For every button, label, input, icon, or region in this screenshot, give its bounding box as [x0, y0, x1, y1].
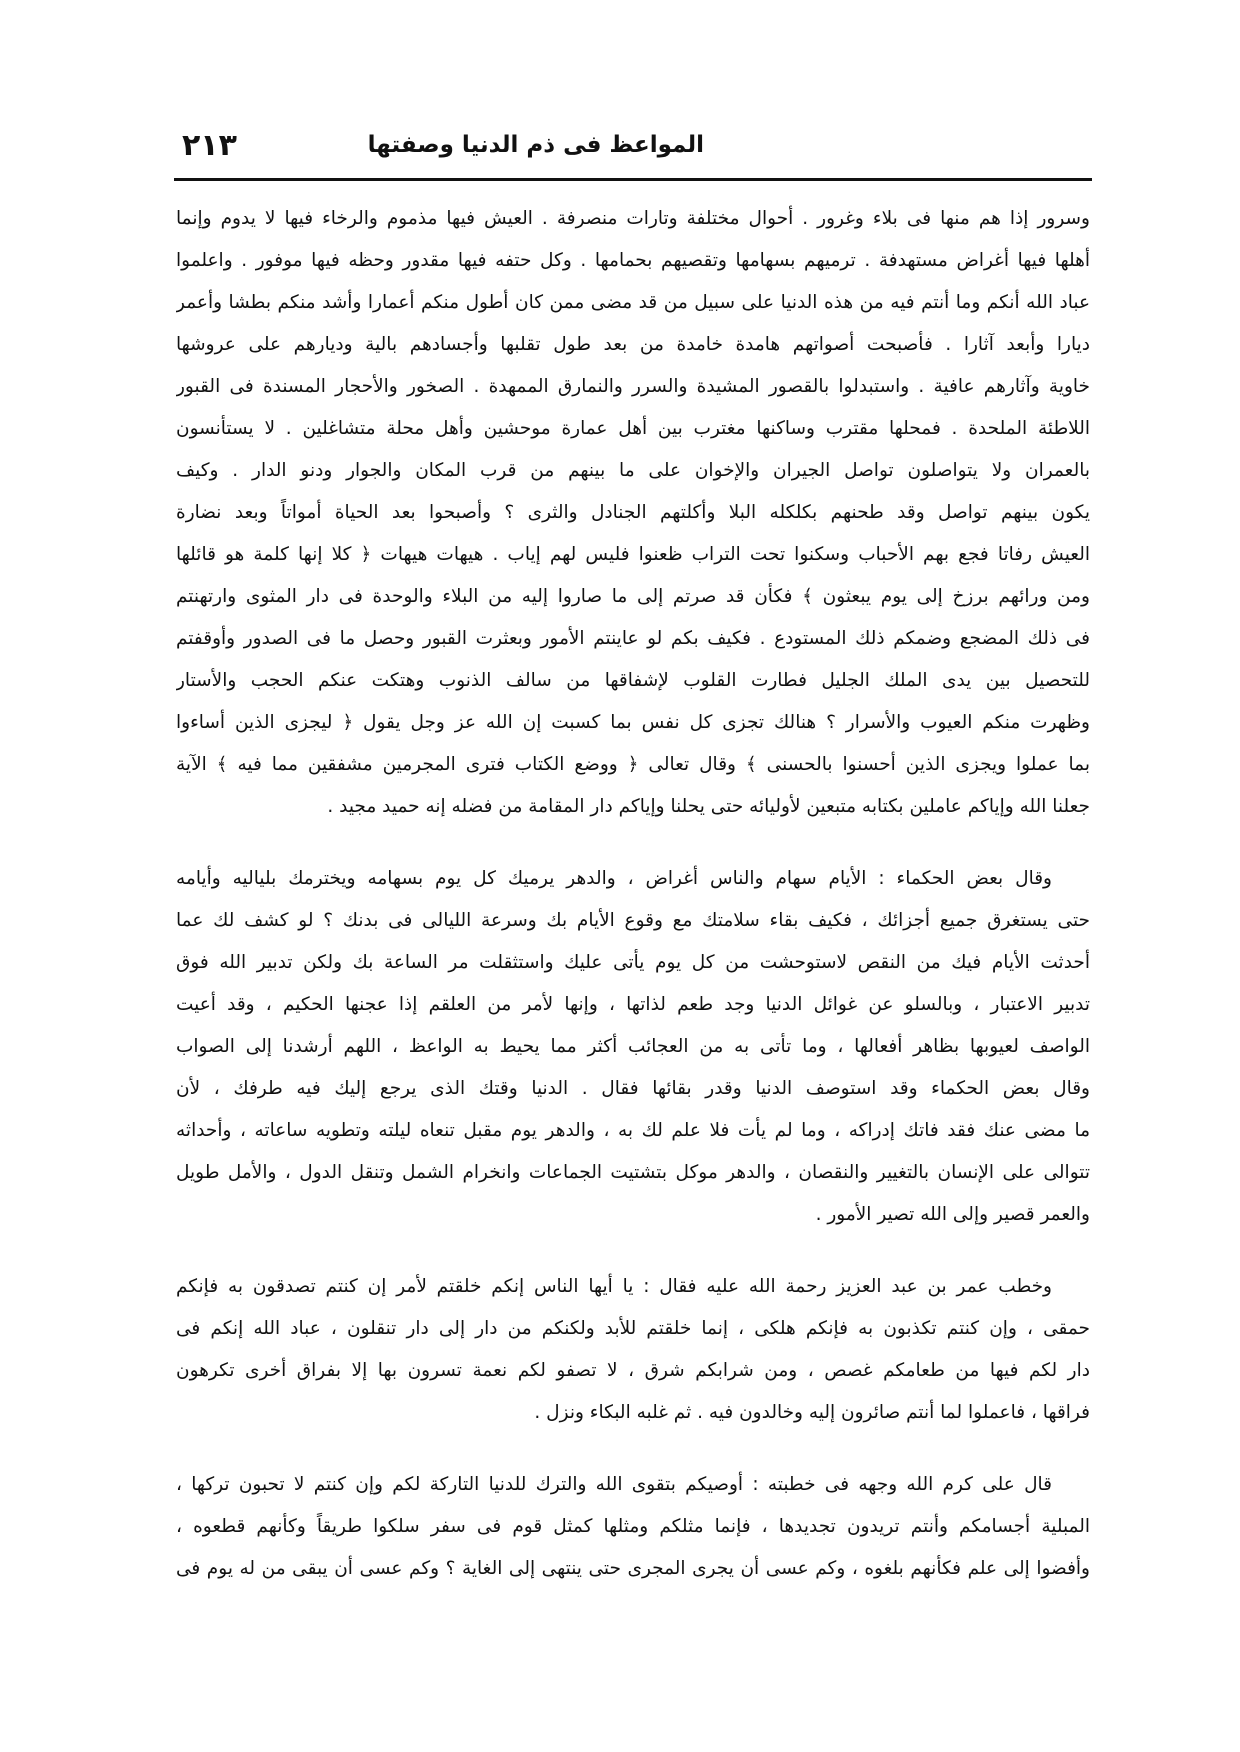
- text-line: بما عملوا ويجزى الذين أحسنوا بالحسنى ﴾ وقال تعالى ﴿ ووضع الكتاب فترى المجرمين مشفقين مما فيه ﴾ الآية: [176, 754, 1090, 775]
- paragraph-2: [176, 858, 1090, 1236]
- text-line: تتوالى على الإنسان بالتغيير والنقصان ، والدهر موكل بتشتيت الجماعات وانخرام الشمل وتنقل الدول ، والأمل طويل: [176, 1162, 1090, 1183]
- header-rule: [174, 178, 1092, 181]
- text-line: العيش رفاتا فجع بهم الأحباب وسكنوا تحت التراب ظعنوا فليس لهم إياب . هيهات هيهات ﴿ كلا إنها كلمة هو قائلها: [176, 544, 1090, 565]
- text-line: قال على كرم الله وجهه فى خطبته : أوصيكم بتقوى الله والترك للدنيا التاركة لكم وإن كنتم لا تحبون تركها ،: [176, 1474, 1052, 1495]
- text-line: للتحصيل بين يدى الملك الجليل فطارت القلوب لإشفاقها من سالف الذنوب وهتكت عنكم الحجب والأستار: [176, 670, 1090, 691]
- page-number: ٢١٣: [182, 128, 237, 163]
- text-line: عباد الله أنكم وما أنتم فيه من هذه الدنيا على سبيل من قد مضى ممن كان أطول منكم أعمارا وأشد منكم بطشا وأعمر: [176, 292, 1090, 313]
- text-line: الواصف لعيوبها بظاهر أفعالها ، وما تأتى به من العجائب أكثر مما يحيط به الواعظ ، اللهم أرشدنا إلى الصواب: [176, 1036, 1090, 1057]
- text-line: يكون بينهم تواصل وقد طحنهم بكلكله البلا وأكلتهم الجنادل والثرى ؟ وأصبحوا بعد الحياة أمواتاً وبعد نضارة: [176, 502, 1090, 523]
- body-text: [176, 198, 1090, 1620]
- text-line: وقال بعض الحكماء وقد استوصف الدنيا وقدر بقائها فقال . الدنيا وقتك الذى يرجع إليك فيه طرفك ، لأن: [176, 1078, 1090, 1099]
- paragraph-1: [176, 198, 1090, 828]
- text-line: جعلنا الله وإياكم عاملين بكتابه متبعين لأوليائه حتى يحلنا وإياكم دار المقامة من فضله إنه حميد مجيد .: [327, 796, 1090, 817]
- text-line: حتى يستغرق جميع أجزائك ، فكيف بقاء سلامتك مع وقوع الأيام بك وسرعة الليالى فى بدنك ؟ لو كشف لك عما: [176, 910, 1090, 931]
- text-line: حمقى ، وإن كنتم تكذبون به فإنكم هلكى ، إنما خلقتم للأبد ولكنكم من دار إلى دار تنقلون ، عباد الله إنكم فى: [176, 1318, 1090, 1339]
- paragraph-3: [176, 1266, 1090, 1434]
- text-line: أحدثت الأيام فيك من النقص لاستوحشت من كل يوم يأتى عليك واستثقلت مر الساعة بك ولكن تدبير الله فوق: [176, 952, 1090, 973]
- text-line: بالعمران ولا يتواصلون تواصل الجيران والإخوان على ما بينهم من قرب المكان والجوار ودنو الدار . وكيف: [176, 460, 1090, 481]
- text-line: فراقها ، فاعملوا لما أنتم صائرون إليه وخالدون فيه . ثم غلبه البكاء ونزل .: [534, 1402, 1090, 1423]
- text-line: والعمر قصير وإلى الله تصير الأمور .: [815, 1204, 1090, 1225]
- paragraph-4: [176, 1464, 1090, 1590]
- text-line: دار لكم فيها من طعامكم غصص ، ومن شرابكم شرق ، لا تصفو لكم نعمة تسرون بها إلا بفراق أخرى تكرهون: [176, 1360, 1090, 1381]
- text-line: أهلها فيها أغراض مستهدفة . ترميهم بسهامها وتقصيهم بحمامها . وكل حتفه فيها مقدور وحظه فيها موفور . واعلموا: [176, 250, 1090, 271]
- text-line: ما مضى عنك فقد فاتك إدراكه ، وما لم يأت فلا علم لك به ، والدهر يوم مقبل تنعاه ليلته وتطويه ساعاته ، وأحداثه: [176, 1120, 1090, 1141]
- text-line: فى ذلك المضجع وضمكم ذلك المستودع . فكيف بكم لو عاينتم الأمور وبعثرت القبور وحصل ما فى الصدور وأوقفتم: [176, 628, 1090, 649]
- text-line: وظهرت منكم العيوب والأسرار ؟ هنالك تجزى كل نفس بما كسبت إن الله عز وجل يقول ﴿ ليجزى الذين أساءوا: [176, 712, 1090, 733]
- text-line: خاوية وآثارهم عافية . واستبدلوا بالقصور المشيدة والسرر والنمارق الممهدة . الصخور والأحجار المسندة فى القبور: [176, 376, 1090, 397]
- running-title: المواعظ فى ذم الدنيا وصفتها: [367, 132, 704, 158]
- page-header: [176, 128, 1090, 172]
- text-line: وسرور إذا هم منها فى بلاء وغرور . أحوال مختلفة وتارات منصرفة . العيش فيها مذموم والرخاء فيها لا يدوم وإنما: [176, 208, 1090, 229]
- text-line: تدبير الاعتبار ، وبالسلو عن غوائل الدنيا وجد طعم لذاتها ، وإنها لأمر من العلقم إذا عجنها الحكيم ، وقد أعيت: [176, 994, 1090, 1015]
- text-line: اللاطئة الملحدة . فمحلها مقترب وساكنها مغترب بين أهل عمارة موحشين وأهل محلة متشاغلين . لا يستأنسون: [176, 418, 1090, 439]
- text-line: المبلية أجسامكم وأنتم تريدون تجديدها ، فإنما مثلكم ومثلها كمثل قوم فى سفر سلكوا طريقاً وكأنهم قطعوه ،: [176, 1516, 1090, 1537]
- text-line: وأفضوا إلى علم فكأنهم بلغوه ، وكم عسى أن يجرى المجرى حتى ينتهى إلى الغاية ؟ وكم عسى أن يبقى من له يوم فى: [176, 1558, 1090, 1579]
- text-line: ومن ورائهم برزخ إلى يوم يبعثون ﴾ فكأن قد صرتم إلى ما صاروا إليه من البلاء والوحدة فى دار المثوى وارتهنتم: [176, 586, 1090, 607]
- text-line: وخطب عمر بن عبد العزيز رحمة الله عليه فقال : يا أيها الناس إنكم خلقتم لأمر إن كنتم تصدقون به فإنكم: [176, 1276, 1052, 1297]
- text-line: ديارا وأبعد آثارا . فأصبحت أصواتهم هامدة خامدة من بعد طول تقلبها وأجسادهم بالية وديارهم على عروشها: [176, 334, 1090, 355]
- text-line: وقال بعض الحكماء : الأيام سهام والناس أغراض ، والدهر يرميك كل يوم بسهامه ويخترمك بلياليه وأيامه: [176, 868, 1052, 889]
